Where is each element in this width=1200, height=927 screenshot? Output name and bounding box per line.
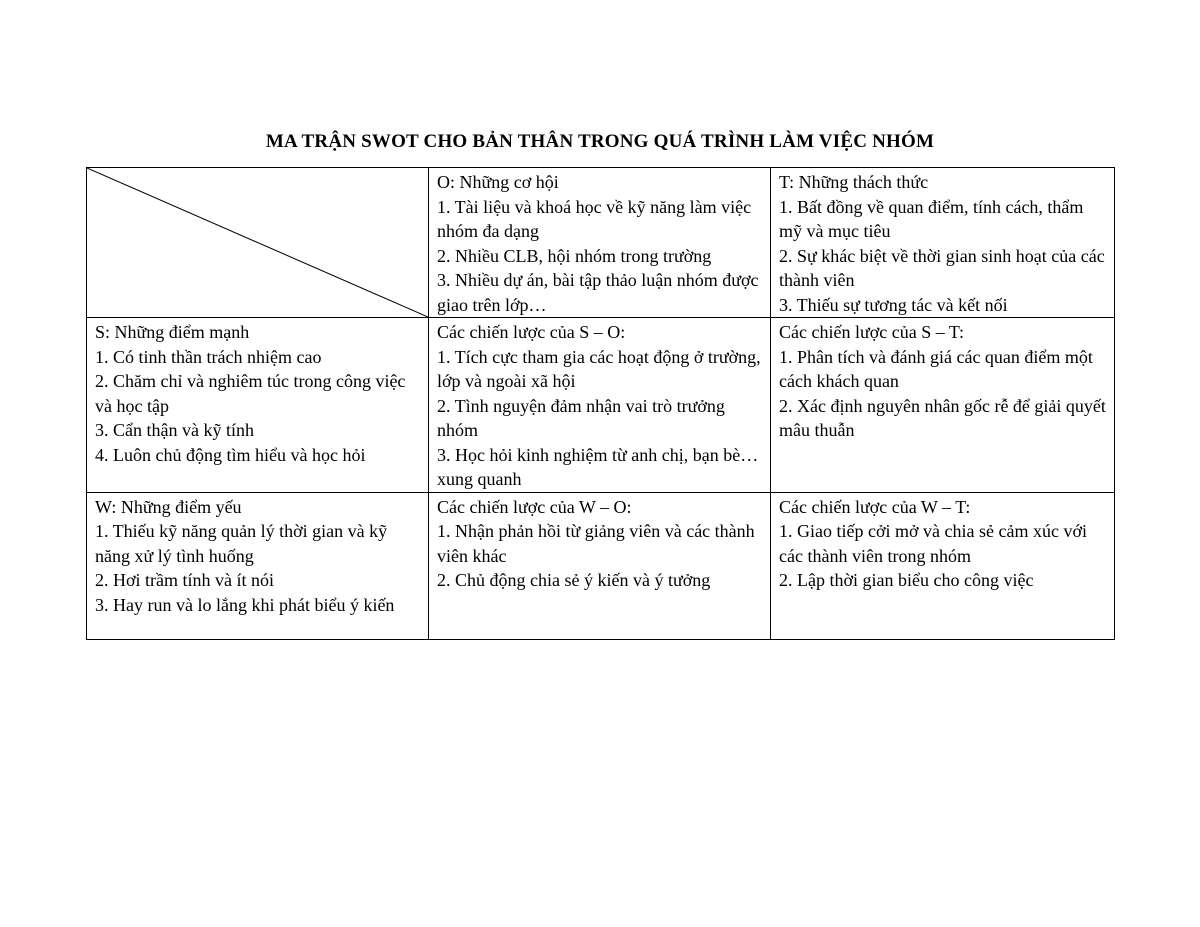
table-row-strengths	[87, 318, 1115, 493]
strength-item: 2. Chăm chỉ và nghiêm túc trong công việc và học tập	[95, 371, 406, 416]
weakness-item: 2. Hơi trầm tính và ít nói	[95, 570, 274, 590]
wt-item: 2. Lập thời gian biểu cho công việc	[779, 570, 1034, 590]
wo-heading: Các chiến lược của W – O:	[437, 496, 632, 517]
wt-item: 1. Giao tiếp cởi mở và chia sẻ cảm xúc với các thành viên trong nhóm	[779, 521, 1087, 566]
so-item: 3. Học hỏi kinh nghiệm từ anh chị, bạn bè… xung quanh	[437, 444, 759, 489]
weaknesses-heading: W: Những điểm yếu	[95, 496, 242, 517]
strength-item: 3. Cẩn thận và kỹ tính	[95, 420, 254, 440]
wo-item: 1. Nhận phản hồi từ giảng viên và các thành viên khác	[437, 521, 755, 566]
opportunities-cell	[429, 168, 771, 318]
threats-cell	[771, 168, 1115, 318]
threat-item: 2. Sự khác biệt về thời gian sinh hoạt của các thành viên	[779, 245, 1105, 290]
wt-strategies-cell	[771, 492, 1115, 639]
st-heading: Các chiến lược của S – T:	[779, 322, 964, 342]
opportunity-item: 2. Nhiều CLB, hội nhóm trong trường	[437, 245, 712, 266]
table-row-header	[87, 168, 1115, 318]
opportunities-heading: O: Những cơ hội	[437, 172, 559, 192]
page-title: MA TRẬN SWOT CHO BẢN THÂN TRONG QUÁ TRÌNH LÀM VIỆC NHÓM	[265, 131, 935, 152]
wo-strategies-cell	[429, 492, 771, 639]
weakness-item: 3. Hay run và lo lắng khi phát biểu ý kiến	[95, 594, 395, 615]
weakness-item: 1. Thiếu kỹ năng quản lý thời gian và kỹ năng xử lý tình huống	[95, 521, 388, 566]
threat-item: 1. Bất đồng về quan điểm, tính cách, thẩm mỹ và mục tiêu	[779, 196, 1084, 241]
threats-heading: T: Những thách thức	[779, 172, 929, 192]
st-item: 1. Phân tích và đánh giá các quan điểm một cách khách quan	[779, 346, 1093, 391]
st-strategies-cell	[771, 318, 1115, 493]
strength-item: 1. Có tinh thần trách nhiệm cao	[95, 346, 322, 367]
so-strategies-cell	[429, 318, 771, 493]
so-heading: Các chiến lược của S – O:	[437, 322, 626, 342]
so-item: 2. Tình nguyện đảm nhận vai trò trưởng nhóm	[437, 395, 725, 440]
st-item: 2. Xác định nguyên nhân gốc rễ để giải quyết mâu thuẫn	[779, 395, 1106, 440]
strengths-heading: S: Những điểm mạnh	[95, 322, 250, 342]
strength-item: 4. Luôn chủ động tìm hiểu và học hỏi	[95, 444, 366, 465]
strengths-cell	[87, 318, 429, 493]
opportunity-item: 3. Nhiều dự án, bài tập thảo luận nhóm được giao trên lớp…	[437, 270, 759, 315]
so-item: 1. Tích cực tham gia các hoạt động ở trường, lớp và ngoài xã hội	[437, 346, 761, 391]
opportunity-item: 1. Tài liệu và khoá học về kỹ năng làm việc nhóm đa dạng	[437, 196, 752, 241]
table-row-weaknesses	[87, 492, 1115, 639]
swot-matrix-table	[86, 167, 1115, 640]
corner-cell	[87, 168, 429, 318]
diagonal-divider	[87, 168, 428, 317]
threat-item: 3. Thiếu sự tương tác và kết nối	[779, 294, 1008, 315]
weaknesses-cell	[87, 492, 429, 639]
wt-heading: Các chiến lược của W – T:	[779, 496, 971, 517]
wo-item: 2. Chủ động chia sẻ ý kiến và ý tưởng	[437, 570, 711, 590]
